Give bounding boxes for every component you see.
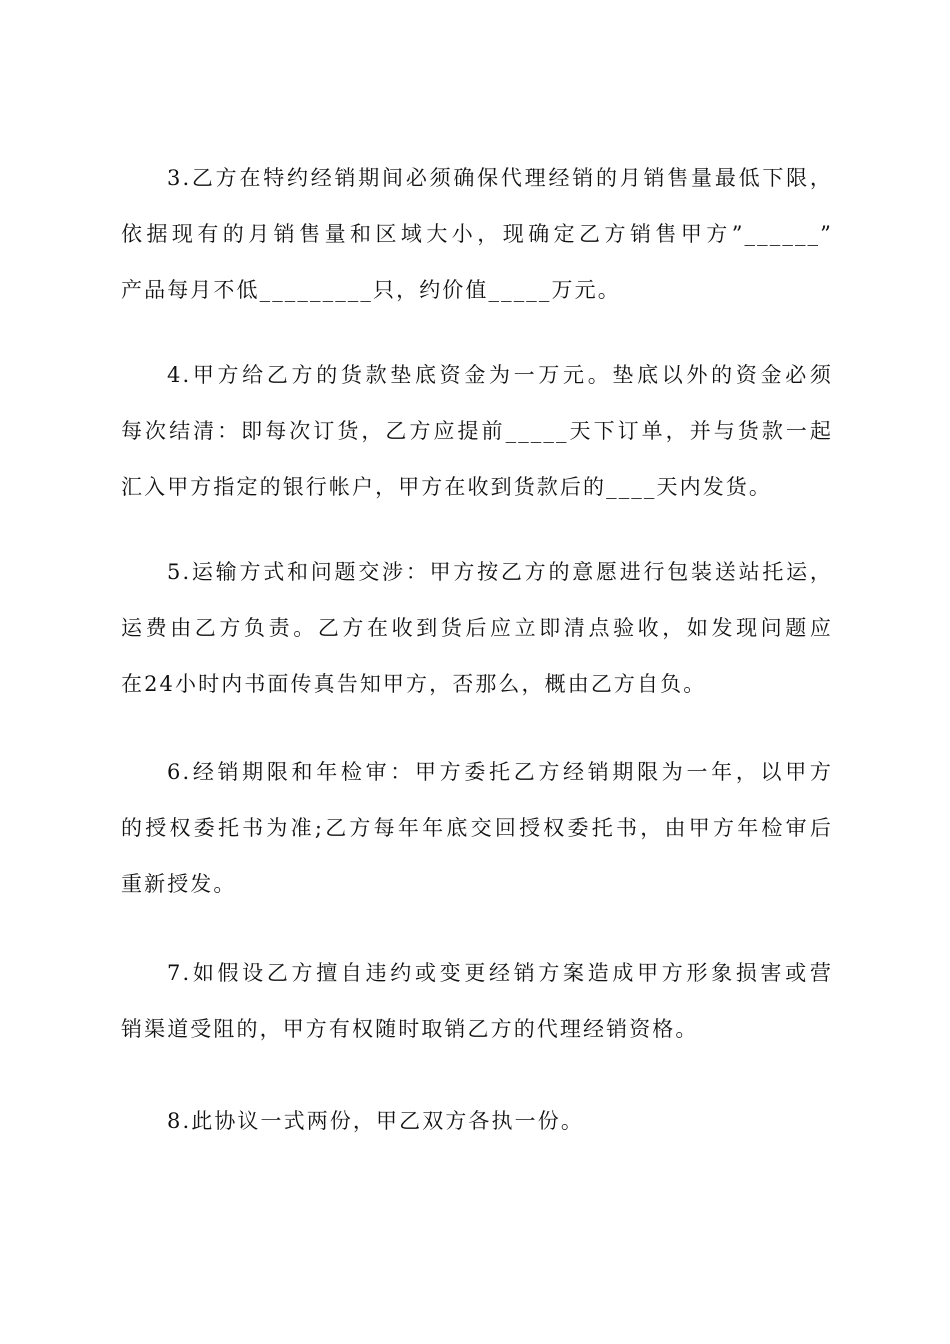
clause-3-line-1: 3.乙方在特约经销期间必须确保代理经销的月销售量最低下限， [167, 166, 833, 190]
clause-4-line-1: 4.甲方给乙方的货款垫底资金为一万元。垫底以外的资金必须 [167, 363, 833, 387]
clause-3-line-3: 产品每月不低_________只，约价值_____万元。 [121, 278, 621, 302]
clause-6 [121, 744, 833, 912]
clause-5-line-1: 5.运输方式和问题交涉：甲方按乙方的意愿进行包装送站托运， [167, 560, 833, 584]
clause-5 [121, 544, 833, 712]
clause-8-line-1: 8.此协议一式两份，甲乙双方各执一份。 [167, 1109, 584, 1133]
clause-7-line-2: 销渠道受阻的，甲方有权随时取销乙方的代理经销资格。 [121, 1017, 699, 1041]
clause-5-line-2: 运费由乙方负责。乙方在收到货后应立即清点验收，如发现问题应 [121, 616, 833, 640]
clause-3-line-2: 依据现有的月销售量和区域大小，现确定乙方销售甲方”______” [121, 222, 833, 246]
clause-6-line-1: 6.经销期限和年检审：甲方委托乙方经销期限为一年，以甲方 [167, 760, 833, 784]
clause-4-line-2: 每次结清：即每次订货，乙方应提前_____天下订单，并与货款一起 [121, 419, 833, 443]
clause-4-line-3: 汇入甲方指定的银行帐户，甲方在收到货款后的____天内发货。 [121, 475, 772, 499]
clause-4 [121, 347, 833, 515]
clause-8 [121, 1093, 833, 1149]
clause-3 [121, 150, 833, 318]
clause-6-line-2: 的授权委托书为准;乙方每年年底交回授权委托书，由甲方年检审后 [121, 816, 833, 840]
clause-7 [121, 945, 833, 1057]
clause-7-line-1: 7.如假设乙方擅自违约或变更经销方案造成甲方形象损害或营 [167, 961, 833, 985]
clause-5-line-3: 在24小时内书面传真告知甲方，否那么，概由乙方自负。 [121, 672, 707, 696]
clause-6-line-3: 重新授发。 [121, 872, 237, 896]
